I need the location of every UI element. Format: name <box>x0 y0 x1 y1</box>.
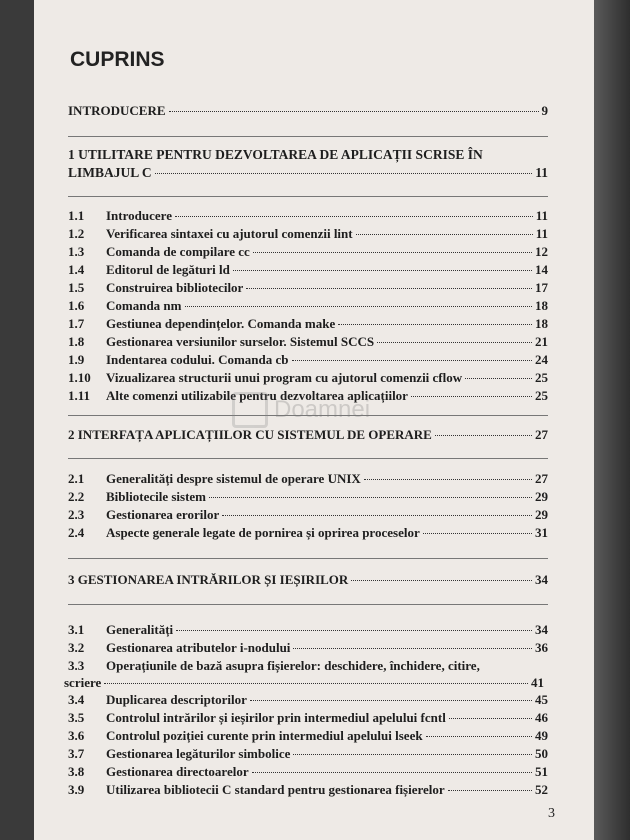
intro-title: INTRODUCERE <box>68 103 166 118</box>
leader-dots <box>423 533 532 534</box>
toc-entry <box>68 298 548 315</box>
entry-page: 31 <box>535 525 548 540</box>
chapter-1-page: 11 <box>535 165 548 180</box>
entry-title: Comanda nm <box>106 298 182 313</box>
entry-title: Duplicarea descriptorilor <box>106 692 247 707</box>
leader-dots <box>435 435 532 436</box>
entry-title: Bibliotecile sistem <box>106 489 207 504</box>
toc-entry <box>68 692 548 709</box>
entry-title: Utilizarea bibliotecii C standard pentru gestionarea fișierelor <box>106 782 445 797</box>
entry-number: 3.7 <box>68 746 85 761</box>
entry-page: 29 <box>535 507 548 522</box>
entry-page: 17 <box>535 280 548 295</box>
entry-number: 3.1 <box>68 622 85 637</box>
leader-dots <box>356 234 533 235</box>
leader-dots <box>252 772 532 773</box>
chapter-1-title-line1: 1 UTILITARE PENTRU DEZVOLTAREA DE APLICAȚII SCRISE ÎN <box>68 147 483 162</box>
toc-entry <box>68 226 548 243</box>
entry-page: 18 <box>535 316 548 331</box>
chapter-1-title-line2: LIMBAJUL C <box>68 165 152 180</box>
entry-number: 3.8 <box>68 764 85 779</box>
watermark-logo-icon <box>232 392 268 428</box>
entry-number: 1.2 <box>68 226 85 241</box>
entry-number: 1.1 <box>68 208 85 223</box>
toc-entry-continued <box>64 675 544 692</box>
entry-number: 3.6 <box>68 728 85 743</box>
leader-dots <box>448 790 532 791</box>
leader-dots <box>338 324 532 325</box>
entry-number: 3.4 <box>68 692 85 707</box>
entry-title: Comanda de compilare cc <box>106 244 250 259</box>
toc-entry <box>68 782 548 799</box>
leader-dots <box>293 648 532 649</box>
entry-number: 1.11 <box>68 388 91 403</box>
leader-dots <box>222 515 532 516</box>
leader-dots <box>465 378 532 379</box>
toc-entry <box>68 262 548 279</box>
leader-dots <box>377 342 532 343</box>
entry-title: Vizualizarea structurii unui program cu ajutorul comenzii cflow <box>106 370 463 385</box>
entry-page: 50 <box>535 746 548 761</box>
entry-title: Generalități <box>106 622 174 637</box>
entry-page: 27 <box>535 471 548 486</box>
chapter-3-entry <box>68 572 548 589</box>
entry-number: 3.9 <box>68 782 85 797</box>
toc-entry <box>68 334 548 351</box>
entry-number: 2.2 <box>68 489 85 504</box>
leader-dots <box>411 396 532 397</box>
toc-entry <box>68 622 548 639</box>
entry-page: 36 <box>535 640 548 655</box>
toc-heading: CUPRINS <box>70 48 165 71</box>
leader-dots <box>209 497 532 498</box>
leader-dots <box>351 580 532 581</box>
toc-entry <box>68 352 548 369</box>
entry-number: 2.3 <box>68 507 85 522</box>
toc-entry <box>68 525 548 542</box>
entry-page: 34 <box>535 622 548 637</box>
entry-page: 45 <box>535 692 548 707</box>
entry-page: 52 <box>535 782 548 797</box>
entry-page: 29 <box>535 489 548 504</box>
toc-entry <box>68 316 548 333</box>
entry-title: Controlul intrărilor și ieșirilor prin intermediul apelului fcntl <box>106 710 446 725</box>
leader-dots <box>292 360 532 361</box>
entry-title: Verificarea sintaxei cu ajutorul comenzii lint <box>106 226 353 241</box>
leader-dots <box>449 718 532 719</box>
entry-title: Generalități despre sistemul de operare UNIX <box>106 471 361 486</box>
entry-title: Gestionarea versiunilor surselor. Sistemul SCCS <box>106 334 375 349</box>
entry-title: Construirea bibliotecilor <box>106 280 244 295</box>
entry-number: 1.8 <box>68 334 85 349</box>
entry-number: 1.7 <box>68 316 85 331</box>
entry-title: Indentarea codului. Comanda cb <box>106 352 289 367</box>
page-edge <box>594 0 630 840</box>
leader-dots <box>246 288 532 289</box>
leader-dots <box>250 700 532 701</box>
toc-entry <box>68 471 548 488</box>
toc-entry <box>68 208 548 225</box>
watermark <box>232 392 370 428</box>
entry-title: Operațiunile de bază asupra fișierelor: deschidere, închidere, citire, <box>106 658 480 673</box>
entry-page: 12 <box>535 244 548 259</box>
leader-dots <box>185 306 533 307</box>
entry-page: 11 <box>535 226 548 241</box>
entry-title: Introducere <box>106 208 172 223</box>
page-number: 3 <box>548 806 555 821</box>
toc-entry <box>68 244 548 261</box>
leader-dots <box>155 173 533 174</box>
section-rule <box>68 136 548 137</box>
chapter-2-page: 27 <box>535 427 548 442</box>
entry-number: 1.5 <box>68 280 85 295</box>
chapter-3-title: 3 GESTIONAREA INTRĂRILOR ȘI IEȘIRILOR <box>68 572 349 587</box>
leader-dots <box>175 216 533 217</box>
leader-dots <box>104 683 528 684</box>
toc-entry <box>68 507 548 524</box>
section-rule <box>68 558 548 559</box>
entry-page: 41 <box>531 675 544 690</box>
entry-title: Gestiunea dependințelor. Comanda make <box>106 316 336 331</box>
leader-dots <box>293 754 532 755</box>
entry-title: Alte comenzi utilizabile pentru dezvoltarea aplicațiilor <box>106 388 408 403</box>
entry-title: Gestionarea directoarelor <box>106 764 249 779</box>
entry-title-cont: scriere <box>64 675 102 690</box>
entry-page: 24 <box>535 352 548 367</box>
leader-dots <box>176 630 532 631</box>
intro-entry <box>68 103 548 120</box>
entry-page: 25 <box>535 370 548 385</box>
entry-page: 49 <box>535 728 548 743</box>
toc-entry <box>68 658 548 675</box>
entry-title: Editorul de legături ld <box>106 262 230 277</box>
entry-number: 2.1 <box>68 471 85 486</box>
toc-entry <box>68 710 548 727</box>
leader-dots <box>169 111 539 112</box>
toc-entry <box>68 280 548 297</box>
entry-page: 51 <box>535 764 548 779</box>
toc-entry <box>68 764 548 781</box>
entry-title: Controlul poziției curente prin intermediul apelului lseek <box>106 728 423 743</box>
entry-title: Gestionarea erorilor <box>106 507 220 522</box>
toc-entry <box>68 489 548 506</box>
toc-entry <box>68 640 548 657</box>
toc-entry <box>68 746 548 763</box>
watermark-text: Doamnei <box>274 396 371 423</box>
leader-dots <box>364 479 532 480</box>
toc-entry <box>68 370 548 387</box>
entry-title: Gestionarea atributelor i-nodului <box>106 640 291 655</box>
entry-page: 25 <box>535 388 548 403</box>
chapter-1-entry <box>68 146 548 182</box>
entry-title: Gestionarea legăturilor simbolice <box>106 746 291 761</box>
intro-page: 9 <box>541 103 548 118</box>
entry-number: 1.4 <box>68 262 85 277</box>
entry-number: 1.10 <box>68 370 91 385</box>
chapter-3-page: 34 <box>535 572 548 587</box>
chapter-2-title: 2 INTERFAȚA APLICAȚIILOR CU SISTEMUL DE OPERARE <box>68 427 432 442</box>
section-rule <box>68 604 548 605</box>
entry-title: Aspecte generale legate de pornirea și oprirea proceselor <box>106 525 420 540</box>
entry-page: 18 <box>535 298 548 313</box>
chapter-2-entry <box>68 427 548 444</box>
leader-dots <box>253 252 532 253</box>
entry-page: 46 <box>535 710 548 725</box>
leader-dots <box>426 736 532 737</box>
entry-number: 3.3 <box>68 658 85 673</box>
section-rule <box>68 196 548 197</box>
entry-number: 1.3 <box>68 244 85 259</box>
entry-number: 3.5 <box>68 710 85 725</box>
entry-page: 14 <box>535 262 548 277</box>
entry-page: 21 <box>535 334 548 349</box>
entry-page: 11 <box>535 208 548 223</box>
section-rule <box>68 458 548 459</box>
leader-dots <box>233 270 532 271</box>
toc-entry <box>68 728 548 745</box>
entry-number: 1.9 <box>68 352 85 367</box>
entry-number: 2.4 <box>68 525 85 540</box>
entry-number: 1.6 <box>68 298 85 313</box>
entry-number: 3.2 <box>68 640 85 655</box>
